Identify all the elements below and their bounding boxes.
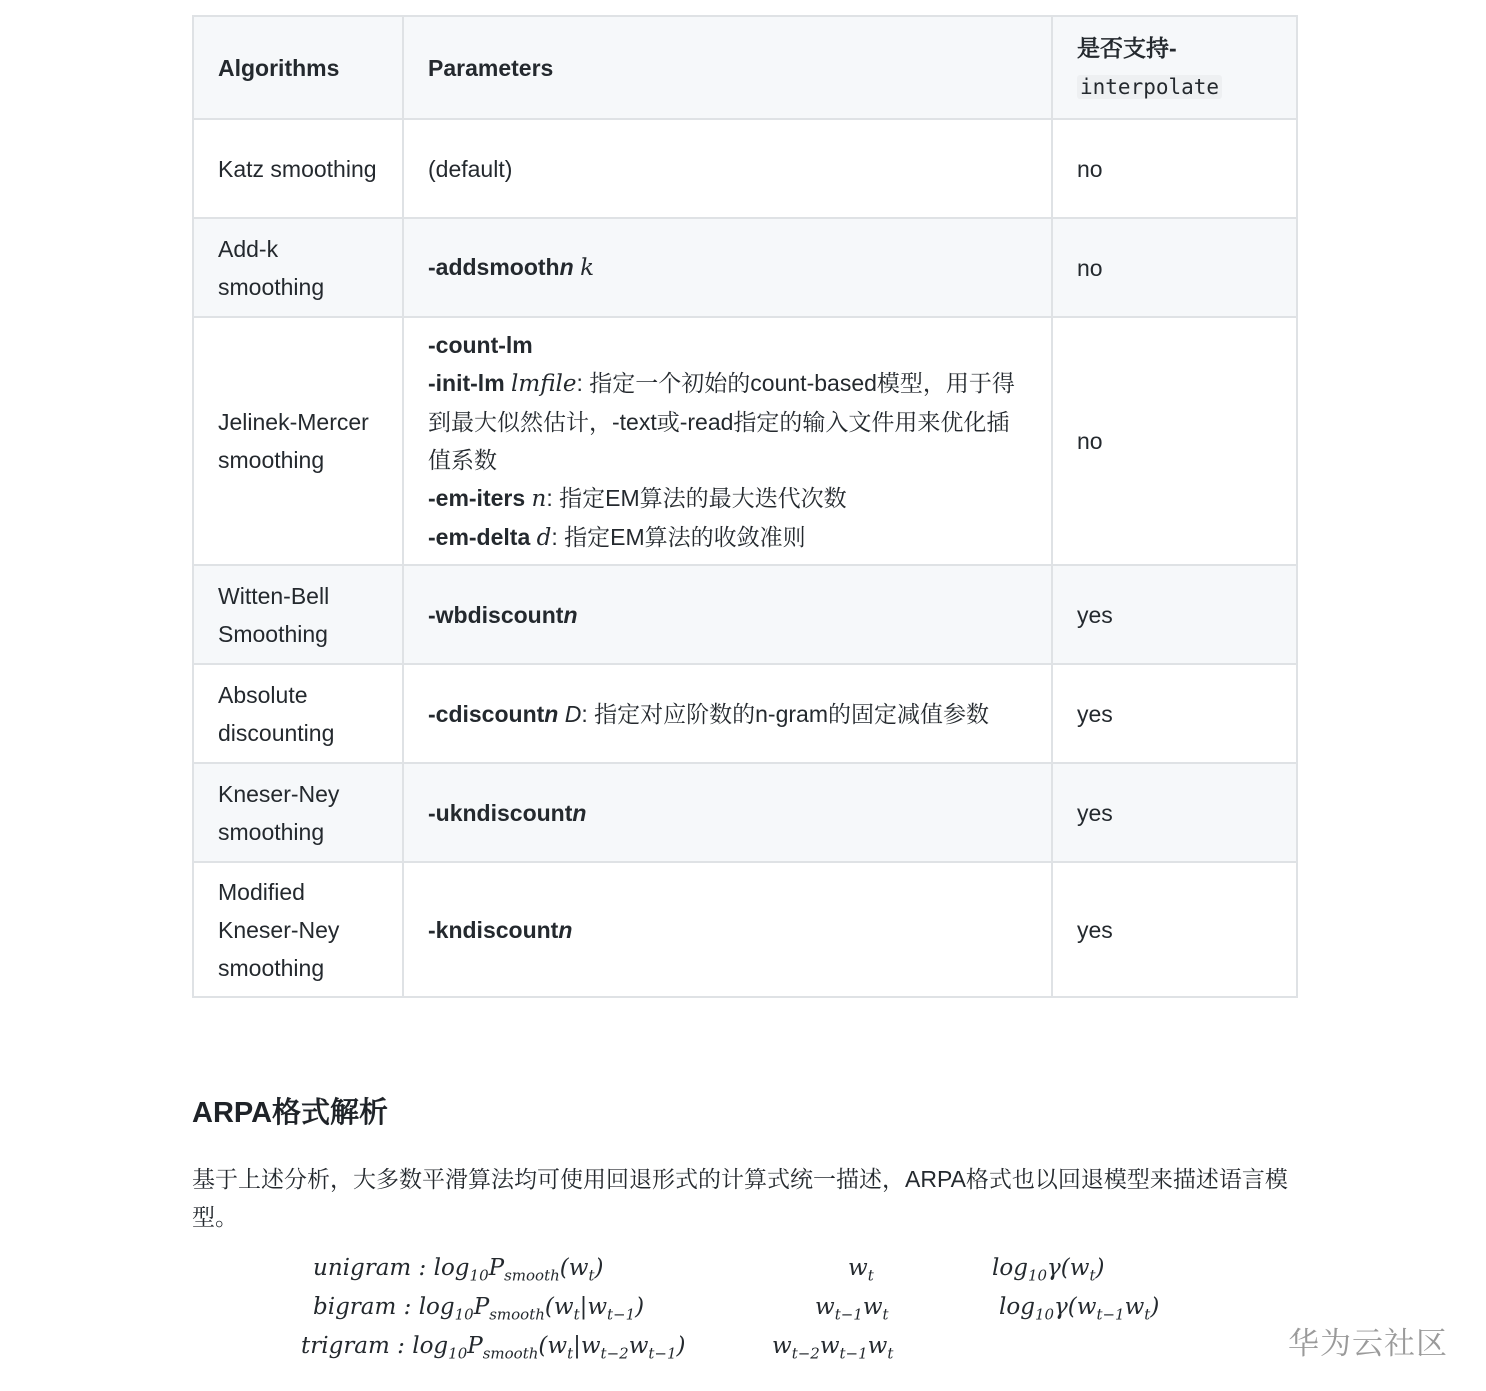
formula-unigram-prob: unigram : $\log_{10}P_{smooth}(w_t)$ bbox=[313, 1255, 604, 1285]
param-cell bbox=[403, 317, 1052, 565]
watermark-logo-text: 华为云社区 bbox=[1288, 1326, 1448, 1362]
param-cell: (default) bbox=[403, 119, 1052, 218]
param-order-n: n bbox=[572, 799, 587, 826]
param-cell bbox=[403, 218, 1052, 317]
algo-cell: Kneser-Ney smoothing bbox=[193, 763, 403, 862]
formula-trigram-word: $w_{t-2}w_{t-1}w_t$ bbox=[772, 1333, 894, 1363]
param-order-n: n bbox=[559, 254, 574, 280]
param-cell bbox=[403, 664, 1052, 763]
table-header-row bbox=[193, 16, 1297, 119]
table-row bbox=[193, 664, 1297, 763]
table-row bbox=[193, 317, 1297, 565]
algo-cell: Katz smoothing bbox=[193, 119, 403, 218]
table-row bbox=[193, 862, 1297, 997]
param-desc: : 指定EM算法的最大迭代次数 bbox=[546, 484, 847, 511]
param-math: n bbox=[531, 485, 547, 512]
interp-cell: no bbox=[1052, 317, 1297, 565]
param-flag: -em-delta bbox=[428, 523, 531, 550]
param-flag: -addsmooth bbox=[428, 254, 560, 280]
smoothing-algorithms-table bbox=[192, 15, 1298, 998]
interp-cell: yes bbox=[1052, 565, 1297, 664]
table-row bbox=[193, 763, 1297, 862]
param-flag: -count-lm bbox=[428, 331, 533, 358]
param-desc: : 指定EM算法的收敛准则 bbox=[551, 523, 806, 550]
param-desc: : 指定一个初始的count-based模型，用于得到最大似然估计，-text或-read指定的输入文件用来优化插值系数 bbox=[428, 369, 1015, 473]
param-discount-d: D bbox=[564, 700, 582, 727]
table-row bbox=[193, 565, 1297, 664]
header-interpolate-dash: - bbox=[1169, 35, 1177, 61]
param-math: k bbox=[580, 255, 594, 281]
formula-bigram-word: $w_{t-1}w_t$ bbox=[815, 1294, 889, 1324]
interp-cell: no bbox=[1052, 218, 1297, 317]
section-paragraph: 基于上述分析，大多数平滑算法均可使用回退形式的计算式统一描述，ARPA格式也以回退模型来描述语言模型。 bbox=[192, 1166, 1288, 1230]
header-interpolate-label: 是否支持 bbox=[1077, 35, 1169, 61]
algo-cell: Jelinek-Mercer smoothing bbox=[193, 317, 403, 565]
param-flag: -init-lm bbox=[428, 369, 505, 396]
formula-unigram-backoff: $\log_{10}\gamma(w_t)$ bbox=[992, 1255, 1105, 1285]
param-cell bbox=[403, 565, 1052, 664]
interp-cell: yes bbox=[1052, 763, 1297, 862]
table-row bbox=[193, 218, 1297, 317]
param-cell bbox=[403, 862, 1052, 997]
header-algorithms: Algorithms bbox=[193, 16, 403, 119]
algo-cell: Witten-Bell Smoothing bbox=[193, 565, 403, 664]
param-flag: -ukndiscount bbox=[428, 799, 573, 826]
param-order-n: n bbox=[558, 916, 573, 943]
algo-cell: Add-k smoothing bbox=[193, 218, 403, 317]
param-flag: -wbdiscount bbox=[428, 601, 564, 628]
formula-bigram-prob: bigram : $\log_{10}P_{smooth}(w_t|w_{t-1})$ bbox=[313, 1294, 645, 1324]
param-flag: -kndiscount bbox=[428, 916, 559, 943]
param-cell bbox=[403, 763, 1052, 862]
interp-cell: yes bbox=[1052, 862, 1297, 997]
table-row bbox=[193, 119, 1297, 218]
header-interpolate-code: interpolate bbox=[1077, 75, 1222, 99]
interp-cell: no bbox=[1052, 119, 1297, 218]
interp-cell: yes bbox=[1052, 664, 1297, 763]
param-order-n: n bbox=[563, 601, 578, 628]
algo-cell: Modified Kneser-Ney smoothing bbox=[193, 862, 403, 997]
formula-bigram-backoff: $\log_{10}\gamma(w_{t-1}w_t)$ bbox=[999, 1294, 1160, 1324]
param-flag: -cdiscount bbox=[428, 700, 545, 727]
algo-cell: Absolute discounting bbox=[193, 664, 403, 763]
section-title: ARPA格式解析 bbox=[192, 1097, 389, 1129]
formula-trigram-prob: trigram : $\log_{10}P_{smooth}(w_t|w_{t-2}w_{t-1})$ bbox=[301, 1333, 686, 1363]
param-order-n: n bbox=[544, 700, 559, 727]
param-desc: : 指定对应阶数的n-gram的固定减值参数 bbox=[581, 700, 989, 727]
param-math: lmfile bbox=[511, 370, 577, 397]
param-flag: -em-iters bbox=[428, 484, 526, 511]
formula-unigram-word: $w_t$ bbox=[848, 1255, 874, 1285]
param-math: d bbox=[536, 524, 552, 551]
header-parameters: Parameters bbox=[403, 16, 1052, 119]
smoothing-table-container bbox=[192, 15, 1296, 998]
header-interpolate bbox=[1052, 16, 1297, 119]
